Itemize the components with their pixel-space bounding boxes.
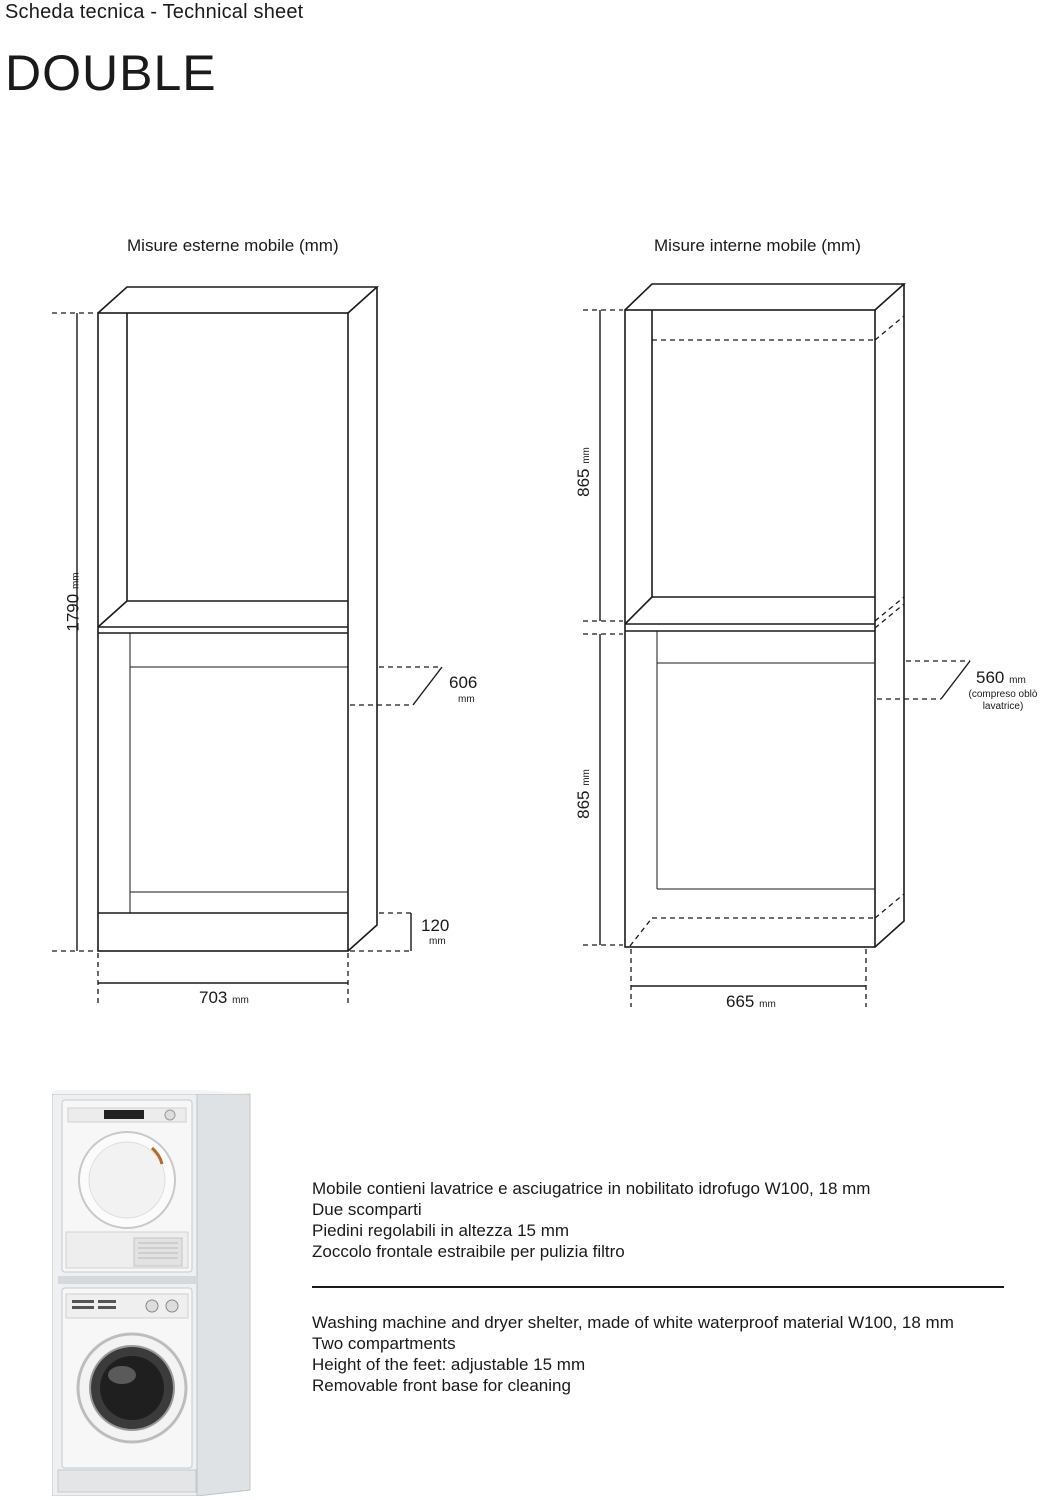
internal-diagram-caption: Misure interne mobile (mm) xyxy=(654,236,861,255)
internal-cabinet-drawing xyxy=(625,284,904,947)
external-dimension-arrows xyxy=(77,313,442,983)
description-english xyxy=(312,1312,954,1396)
internal-dimension-arrows xyxy=(600,310,970,986)
internal-lower-height-label: 865 mm xyxy=(573,769,593,819)
washing-machine-illustration xyxy=(62,1288,192,1468)
description-italian xyxy=(312,1178,870,1262)
description-italian-line: Mobile contieni lavatrice e asciugatrice in nobilitato idrofugo W100, 18 mm xyxy=(312,1179,871,1198)
section-divider xyxy=(312,1286,1004,1288)
external-width-label: 703 mm xyxy=(199,988,249,1007)
product-photo xyxy=(52,1090,252,1496)
description-italian-line: Piedini regolabili in altezza 15 mm xyxy=(312,1221,570,1240)
external-plinth-value: 120 xyxy=(421,916,450,935)
external-diagram-caption: Misure esterne mobile (mm) xyxy=(127,236,339,255)
external-depth-value: 606 xyxy=(449,673,478,692)
external-plinth-unit: mm xyxy=(429,936,446,947)
external-cabinet-drawing xyxy=(98,287,377,951)
external-depth-unit: mm xyxy=(458,694,475,705)
description-english-line: Height of the feet: adjustable 15 mm xyxy=(312,1355,586,1374)
description-italian-line: Zoccolo frontale estraibile per pulizia filtro xyxy=(312,1242,625,1261)
description-english-line: Washing machine and dryer shelter, made of white waterproof material W100, 18 mm xyxy=(312,1313,954,1332)
external-dimension-lines xyxy=(52,313,442,1003)
internal-upper-height-label: 865 mm xyxy=(573,447,593,497)
sheet-subtitle: Scheda tecnica - Technical sheet xyxy=(5,1,304,23)
description-english-line: Two compartments xyxy=(312,1334,456,1353)
internal-width-label: 665 mm xyxy=(726,992,776,1011)
dryer-illustration xyxy=(62,1100,192,1272)
description-english-line: Removable front base for cleaning xyxy=(312,1376,571,1395)
internal-depth-label: 560 mm xyxy=(976,668,1026,687)
product-title: DOUBLE xyxy=(5,45,217,101)
internal-dimension-lines xyxy=(583,310,970,1007)
internal-depth-note: (compreso oblò lavatrice) xyxy=(968,689,1038,712)
description-italian-line: Due scomparti xyxy=(312,1200,422,1219)
external-height-label: 1790 mm xyxy=(63,572,83,632)
